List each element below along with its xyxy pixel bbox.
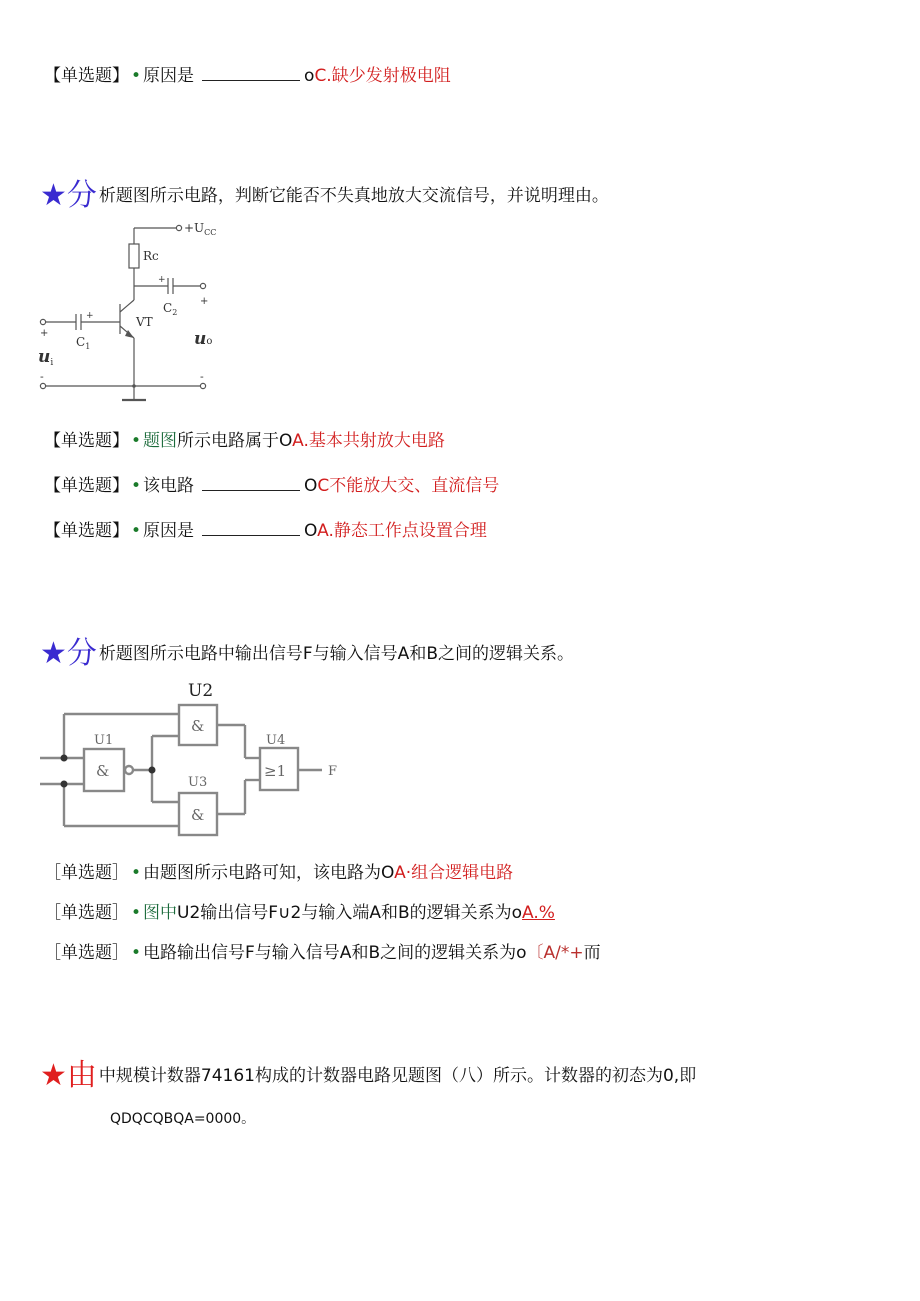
question-line [44,61,451,86]
uo-label: uo [194,329,213,349]
question-tag: 【单选题】 [44,476,129,496]
bullet-icon: • [131,66,142,86]
question-tag: 【单选题】 [44,431,129,451]
section-heading [40,170,609,214]
heading-lead: 分 [66,178,97,213]
c2-plus: + [158,275,166,285]
section-heading [40,628,574,672]
u4-or-symbol: ≥1 [264,762,287,780]
question-tag: ［单选题］ [44,863,129,883]
question-text-rest: U2输出信号F∪2与输入端A和B的逻辑关系为 [177,903,512,923]
answer-text: C不能放大交、直流信号 [317,476,500,496]
answer-text: A.静态工作点设置合理 [317,521,487,541]
u1-and-symbol: & [96,762,110,780]
answer-mark: o [304,66,315,86]
output-f-label: F [328,764,338,779]
bullet-icon: • [131,943,142,963]
answer-mark: o [511,903,523,923]
question-highlight: 题图 [143,431,178,451]
u2-label: U2 [188,681,214,701]
question-tag: ［单选题］ [44,903,129,923]
heading-title: 析题图所示电路中输出信号F与输入信号A和B之间的逻辑关系。 [98,644,574,664]
logic-circuit-diagram [40,678,360,838]
input-minus: - [40,370,44,383]
answer-mark: O [304,521,318,541]
section-heading [40,1050,696,1094]
answer-text: A.% [522,903,555,923]
question-line [44,471,499,496]
answer-text: 〔A/*+ [526,943,584,963]
question-tag: 【单选题】 [44,521,129,541]
c1-label: $C_1$ [76,335,91,351]
question-text: 电路输出信号F与输入信号A和B之间的逻辑关系为 [143,943,517,963]
question-text: 该电路 [143,476,195,496]
question-text: 原因是 [143,66,195,86]
bullet-icon: • [131,476,142,496]
bullet-icon: • [131,521,142,541]
junction-dot [61,755,68,762]
question-text [143,431,279,451]
u4-label: U4 [266,733,286,748]
answer-text: C.缺少发射极电阻 [314,66,451,86]
answer-blank [202,476,300,491]
answer-mark: O [381,863,395,883]
question-text-rest: 所示电路属于 [177,431,280,451]
u2-and-symbol: & [191,717,205,735]
question-line [44,938,601,963]
u3-label: U3 [188,775,208,790]
answer-text: A·组合逻辑电路 [394,863,514,883]
question-text [143,903,512,923]
heading-title: 中规模计数器74161构成的计数器电路见题图（八）所示。计数器的初态为0,即 [98,1066,697,1086]
bullet-icon: • [131,903,142,923]
answer-tail: 而 [583,943,601,963]
u1-label: U1 [94,733,114,748]
amplifier-circuit-diagram [38,212,238,410]
question-tag: 【单选题】 [44,66,129,86]
initial-state-text: QDQCQBQA=0000。 [110,1111,256,1127]
output-plus: + [200,296,209,307]
u3-and-symbol: & [191,806,205,824]
star-icon: ★ [40,1058,67,1093]
output-minus: - [200,370,204,383]
question-line [44,898,555,923]
input-plus: + [40,328,49,339]
heading-lead: 由 [66,1058,97,1093]
answer-blank [202,66,300,81]
bullet-icon: • [131,431,142,451]
junction-dot [149,767,156,774]
ui-label: ui [38,347,54,368]
vcc-label: $+U_{CC}$ [184,221,217,237]
question-text: 原因是 [143,521,195,541]
answer-text: A.基本共射放大电路 [292,431,445,451]
question-tag: ［单选题］ [44,943,129,963]
question-line [44,426,445,451]
answer-mark: O [304,476,318,496]
star-icon: ★ [40,636,67,671]
question-text: 由题图所示电路可知，该电路为 [143,863,382,883]
answer-mark: O [279,431,293,451]
question-line [44,516,487,541]
c1-plus: + [86,311,94,321]
rc-label: Rc [143,249,159,263]
vt-label: VT [136,315,153,329]
heading-lead: 分 [66,636,97,671]
question-highlight: 图中 [143,903,178,923]
answer-mark: o [516,943,527,963]
junction-dot [61,781,68,788]
star-icon: ★ [40,178,67,213]
answer-blank [202,521,300,536]
question-line [44,858,513,883]
bullet-icon: • [131,863,142,883]
c2-label: $C_2$ [163,301,178,317]
heading-title: 析题图所示电路，判断它能否不失真地放大交流信号，并说明理由。 [98,186,609,206]
